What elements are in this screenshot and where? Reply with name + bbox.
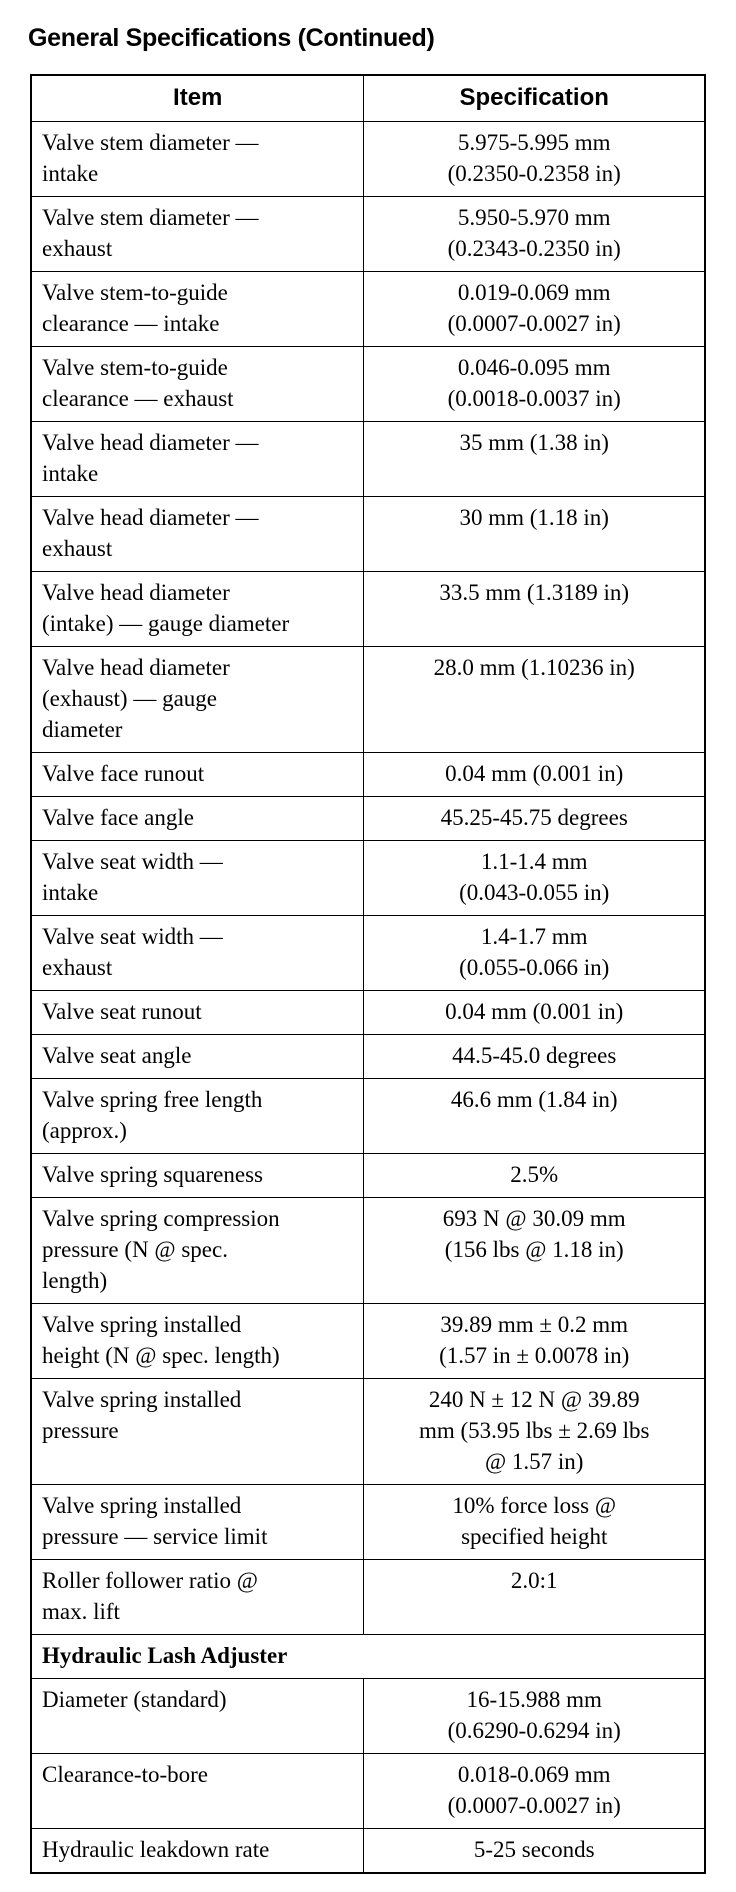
item-text-line: diameter [42, 717, 123, 742]
spec-text-line: 46.6 mm (1.84 in) [450, 1087, 618, 1112]
item-text-line: intake [42, 880, 99, 905]
item-text-line: Diameter (standard) [42, 1687, 227, 1712]
spec-cell [364, 272, 705, 347]
spec-cell [364, 916, 705, 991]
section-heading: Hydraulic Lash Adjuster [31, 1635, 705, 1679]
spec-text-line: @ 1.57 in) [484, 1449, 584, 1474]
item-text-line: exhaust [42, 536, 113, 561]
table-row [31, 197, 705, 272]
spec-cell [364, 1560, 705, 1635]
item-text-line: length) [42, 1268, 108, 1293]
table-row [31, 272, 705, 347]
spec-cell [364, 991, 705, 1035]
spec-text-line: (0.2343-0.2350 in) [447, 236, 621, 261]
spec-cell [364, 1304, 705, 1379]
item-text-line: Valve head diameter — [42, 430, 259, 455]
spec-text-line: (1.57 in ± 0.0078 in) [439, 1343, 630, 1368]
item-cell [31, 753, 364, 797]
item-text-line: Valve stem diameter — [42, 205, 259, 230]
spec-text-line: 1.4-1.7 mm [480, 924, 588, 949]
page-title: General Specifications (Continued) [28, 24, 435, 52]
item-cell [31, 1035, 364, 1079]
table-row [31, 1754, 705, 1829]
spec-cell [364, 797, 705, 841]
item-cell [31, 1154, 364, 1198]
item-text-line: Valve seat runout [42, 999, 202, 1024]
table-row [31, 1035, 705, 1079]
table-row [31, 991, 705, 1035]
item-cell [31, 197, 364, 272]
table-row [31, 1154, 705, 1198]
spec-cell [364, 347, 705, 422]
table-row [31, 1079, 705, 1154]
spec-text-line: (156 lbs @ 1.18 in) [444, 1237, 624, 1262]
item-text-line: pressure [42, 1418, 119, 1443]
item-cell [31, 1304, 364, 1379]
spec-cell [364, 497, 705, 572]
item-text-line: Valve head diameter [42, 655, 230, 680]
spec-cell [364, 122, 705, 197]
table-row [31, 497, 705, 572]
table-row [31, 841, 705, 916]
item-cell [31, 422, 364, 497]
item-text-line: (approx.) [42, 1118, 127, 1143]
item-cell [31, 122, 364, 197]
item-text-line: Valve spring installed [42, 1387, 242, 1412]
spec-text-line: specified height [461, 1524, 608, 1549]
item-cell [31, 1829, 364, 1874]
spec-text-line: 0.04 mm (0.001 in) [445, 761, 624, 786]
item-text-line: Valve spring installed [42, 1312, 242, 1337]
spec-cell [364, 1829, 705, 1874]
item-text-line: intake [42, 161, 99, 186]
item-text-line: Valve seat width — [42, 849, 223, 874]
item-text-line: Valve stem-to-guide [42, 355, 228, 380]
item-text-line: Valve head diameter — [42, 505, 259, 530]
spec-cell [364, 753, 705, 797]
spec-text-line: 33.5 mm (1.3189 in) [439, 580, 630, 605]
table-header-row [31, 75, 705, 122]
item-text-line: Valve seat angle [42, 1043, 192, 1068]
spec-text-line: 39.89 mm ± 0.2 mm [440, 1312, 629, 1337]
item-text-line: Valve stem diameter — [42, 130, 259, 155]
item-text-line: Valve seat width — [42, 924, 223, 949]
spec-text-line: 2.0:1 [510, 1568, 558, 1593]
spec-cell [364, 572, 705, 647]
item-text-line: Valve spring squareness [42, 1162, 264, 1187]
table-row [31, 1679, 705, 1754]
spec-table-body [31, 122, 705, 1874]
spec-text-line: (0.0007-0.0027 in) [447, 311, 621, 336]
spec-text-line: 1.1-1.4 mm [480, 849, 588, 874]
table-row [31, 347, 705, 422]
item-text-line: exhaust [42, 955, 113, 980]
table-row [31, 647, 705, 753]
item-text-line: clearance — intake [42, 311, 220, 336]
spec-cell [364, 841, 705, 916]
table-row [31, 572, 705, 647]
table-row [31, 1829, 705, 1874]
item-cell [31, 1560, 364, 1635]
spec-text-line: 35 mm (1.38 in) [459, 430, 609, 455]
item-text-line: Valve face runout [42, 761, 205, 786]
item-text-line: pressure — service limit [42, 1524, 268, 1549]
spec-text-line: 5.975-5.995 mm [457, 130, 611, 155]
spec-table [30, 74, 706, 1874]
item-text-line: intake [42, 461, 99, 486]
spec-cell [364, 1079, 705, 1154]
spec-text-line: 2.5% [510, 1162, 559, 1187]
spec-text-line: 0.046-0.095 mm [457, 355, 611, 380]
item-text-line: (exhaust) — gauge [42, 686, 217, 711]
spec-text-line: 240 N ± 12 N @ 39.89 [428, 1387, 640, 1412]
item-cell [31, 1754, 364, 1829]
spec-text-line: mm (53.95 lbs ± 2.69 lbs [418, 1418, 650, 1443]
item-text-line: Clearance-to-bore [42, 1762, 209, 1787]
item-text-line: exhaust [42, 236, 113, 261]
item-text-line: Roller follower ratio @ [42, 1568, 258, 1593]
item-column-header: Item [31, 75, 364, 122]
item-text-line: max. lift [42, 1599, 120, 1624]
spec-text-line: (0.2350-0.2358 in) [447, 161, 621, 186]
item-text-line: Valve stem-to-guide [42, 280, 228, 305]
spec-text-line: (0.6290-0.6294 in) [447, 1718, 621, 1743]
item-cell [31, 1485, 364, 1560]
item-text-line: Valve spring compression [42, 1206, 280, 1231]
table-row [31, 916, 705, 991]
item-cell [31, 572, 364, 647]
spec-cell [364, 1035, 705, 1079]
item-text-line: Hydraulic leakdown rate [42, 1837, 270, 1862]
item-text-line: Valve face angle [42, 805, 194, 830]
spec-cell [364, 197, 705, 272]
spec-text-line: (0.0007-0.0027 in) [447, 1793, 621, 1818]
table-row [31, 1198, 705, 1304]
spec-cell [364, 422, 705, 497]
spec-cell [364, 1154, 705, 1198]
item-cell [31, 991, 364, 1035]
table-row [31, 797, 705, 841]
item-cell [31, 841, 364, 916]
item-text-line: height (N @ spec. length) [42, 1343, 280, 1368]
item-cell [31, 347, 364, 422]
table-row [31, 422, 705, 497]
item-cell [31, 497, 364, 572]
spec-cell [364, 1198, 705, 1304]
spec-cell [364, 1485, 705, 1560]
item-cell [31, 797, 364, 841]
spec-text-line: 30 mm (1.18 in) [459, 505, 609, 530]
spec-text-line: (0.043-0.055 in) [459, 880, 610, 905]
spec-text-line: 5.950-5.970 mm [457, 205, 611, 230]
spec-text-line: 0.019-0.069 mm [457, 280, 611, 305]
spec-text-line: (0.0018-0.0037 in) [447, 386, 621, 411]
spec-cell [364, 1679, 705, 1754]
spec-text-line: 16-15.988 mm [466, 1687, 602, 1712]
item-text-line: Valve spring free length [42, 1087, 263, 1112]
item-cell [31, 1379, 364, 1485]
spec-text-line: 0.04 mm (0.001 in) [445, 999, 624, 1024]
spec-cell [364, 1379, 705, 1485]
table-row [31, 122, 705, 197]
item-text-line: pressure (N @ spec. [42, 1237, 228, 1262]
spec-text-line: 5-25 seconds [473, 1837, 595, 1862]
item-text-line: Valve head diameter [42, 580, 230, 605]
item-text-line: Valve spring installed [42, 1493, 242, 1518]
item-cell [31, 1679, 364, 1754]
spec-text-line: 45.25-45.75 degrees [440, 805, 628, 830]
section-row [31, 1635, 705, 1679]
item-cell [31, 647, 364, 753]
item-text-line: (intake) — gauge diameter [42, 611, 290, 636]
spec-text-line: 0.018-0.069 mm [457, 1762, 611, 1787]
table-row [31, 753, 705, 797]
spec-text-line: (0.055-0.066 in) [459, 955, 610, 980]
item-cell [31, 1198, 364, 1304]
spec-text-line: 10% force loss @ [452, 1493, 617, 1518]
spec-text-line: 28.0 mm (1.10236 in) [433, 655, 635, 680]
table-row [31, 1485, 705, 1560]
spec-text-line: 44.5-45.0 degrees [452, 1043, 617, 1068]
table-row [31, 1379, 705, 1485]
spec-cell [364, 647, 705, 753]
spec-column-header: Specification [364, 75, 705, 122]
item-cell [31, 1079, 364, 1154]
table-row [31, 1560, 705, 1635]
item-cell [31, 916, 364, 991]
spec-text-line: 693 N @ 30.09 mm [442, 1206, 626, 1231]
spec-cell [364, 1754, 705, 1829]
table-row [31, 1304, 705, 1379]
item-cell [31, 272, 364, 347]
item-text-line: clearance — exhaust [42, 386, 234, 411]
